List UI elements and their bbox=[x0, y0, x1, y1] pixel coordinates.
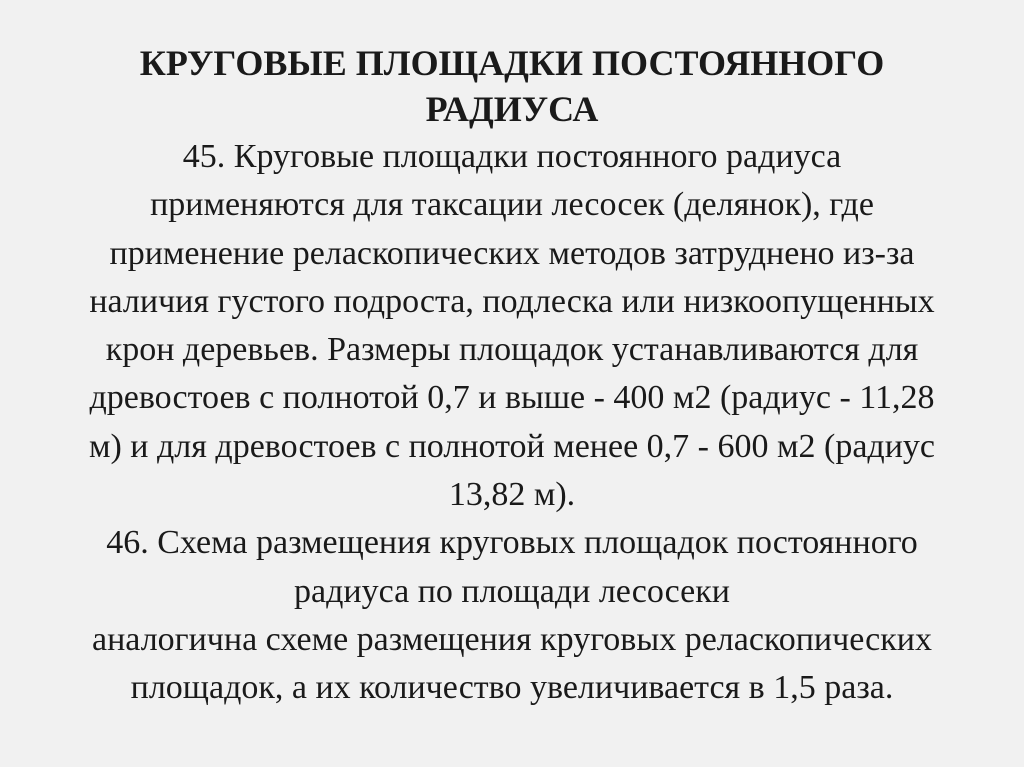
body-line: 45. Круговые площадки постоянного радиуса bbox=[182, 138, 842, 175]
body-line: применяются для таксации лесосек (делянок), где bbox=[150, 186, 874, 224]
body-line: древостоев с полнотой 0,7 и выше - 400 м2 (радиус - 11,28 bbox=[89, 379, 935, 417]
slide-title bbox=[0, 40, 1024, 132]
title-line: КРУГОВЫЕ ПЛОЩАДКИ ПОСТОЯННОГО bbox=[139, 43, 885, 83]
body-line: м) и для древостоев с полнотой менее 0,7 - 600 м2 (радиус bbox=[88, 427, 936, 465]
slide-body bbox=[0, 133, 1024, 713]
body-line: площадок, а их количество увеличивается в 1,5 раза. bbox=[130, 669, 894, 707]
body-line: радиуса по площади лесосеки bbox=[294, 572, 730, 610]
body-line: 13,82 м). bbox=[448, 476, 576, 514]
body-line: крон деревьев. Размеры площадок устанавливаются для bbox=[105, 331, 919, 369]
title-line: РАДИУСА bbox=[425, 89, 599, 129]
body-line: аналогична схеме размещения круговых реласкопических bbox=[92, 620, 932, 658]
body-line: наличия густого подроста, подлеска или низкоопущенных bbox=[89, 282, 935, 320]
body-line: применение реласкопических методов затруднено из-за bbox=[109, 234, 915, 272]
body-line: 46. Схема размещения круговых площадок постоянного bbox=[106, 524, 918, 562]
